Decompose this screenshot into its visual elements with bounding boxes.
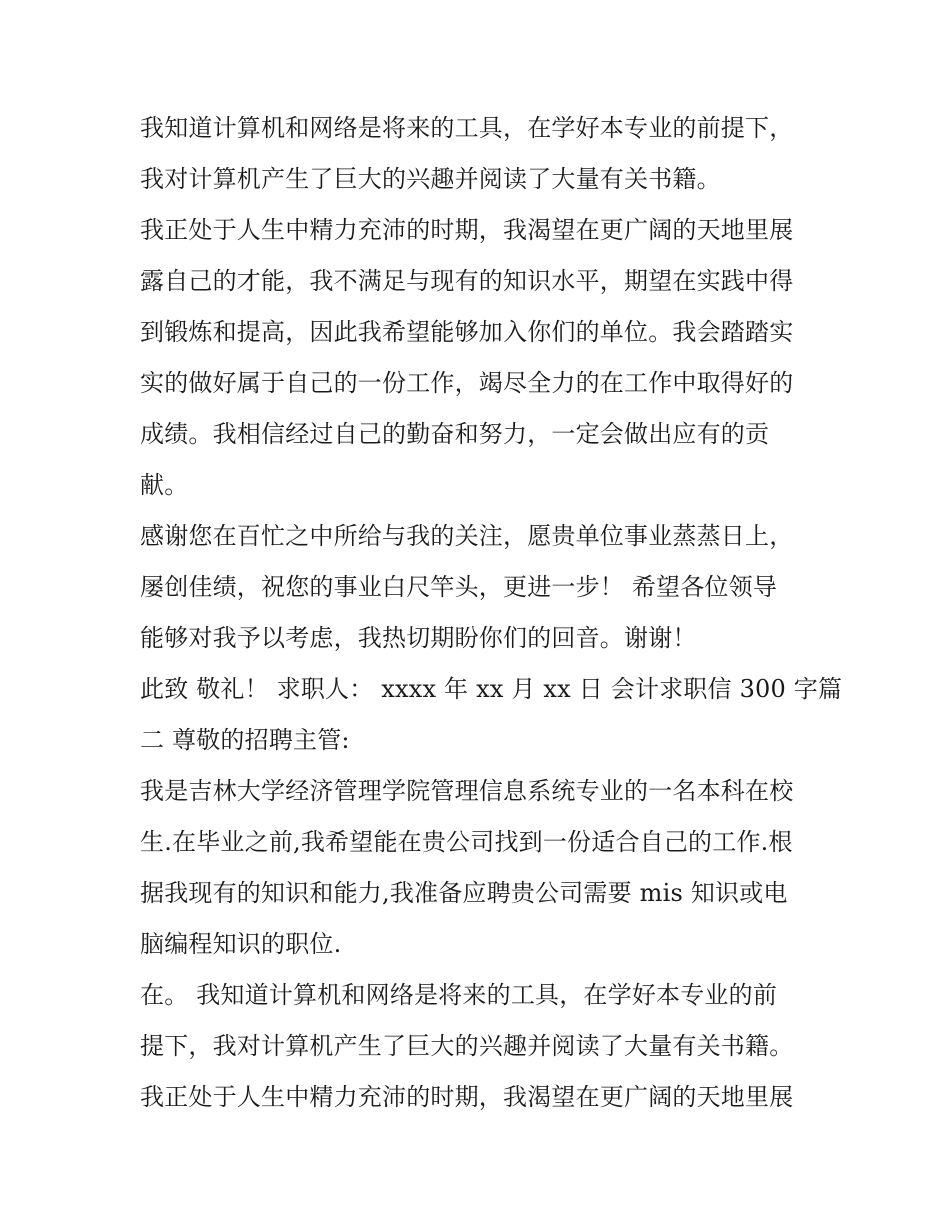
text-line: 露自己的才能，我不满足与现有的知识水平，期望在实践中得: [140, 267, 794, 295]
text-line: 在。 我知道计算机和网络是将来的工具，在学好本专业的前: [140, 981, 778, 1009]
text-line: 我对计算机产生了巨大的兴趣并阅读了大量有关书籍。: [140, 165, 721, 193]
text-line: 屡创佳绩，祝您的事业白尺竿头，更进一步！ 希望各位领导: [140, 573, 778, 601]
text-line: 据我现有的知识和能力,我准备应聘贵公司需要 mis 知识或电: [140, 879, 788, 907]
text-line: 脑编程知识的职位.: [140, 930, 342, 958]
text-line: 我是吉林大学经济管理学院管理信息系统专业的一名本科在校: [140, 777, 794, 805]
text-line: 我正处于人生中精力充沛的时期，我渴望在更广阔的天地里展: [140, 216, 794, 244]
text-line: 提下，我对计算机产生了巨大的兴趣并阅读了大量有关书籍。: [140, 1032, 794, 1060]
text-line: 生.在毕业之前,我希望能在贵公司找到一份适合自己的工作.根: [140, 828, 793, 856]
letter-body: [140, 103, 843, 1123]
text-line: 我正处于人生中精力充沛的时期，我渴望在更广阔的天地里展: [140, 1083, 794, 1111]
text-line: 能够对我予以考虑，我热切期盼你们的回音。谢谢！: [140, 624, 697, 652]
text-line: 到锻炼和提高，因此我希望能够加入你们的单位。我会踏踏实: [140, 318, 794, 346]
text-line: 感谢您在百忙之中所给与我的关注，愿贵单位事业蒸蒸日上，: [140, 522, 794, 550]
text-line: 实的做好属于自己的一份工作，竭尽全力的在工作中取得好的: [140, 369, 794, 397]
text-line: 我知道计算机和网络是将来的工具，在学好本专业的前提下，: [140, 114, 794, 142]
text-line: 献。: [140, 471, 189, 499]
text-line: 二 尊敬的招聘主管:: [140, 726, 350, 754]
text-line: 成绩。我相信经过自己的勤奋和努力，一定会做出应有的贡: [140, 420, 770, 448]
text-line: 此致 敬礼！ 求职人： xxxx 年 xx 月 xx 日 会计求职信 300 字篇: [140, 675, 843, 703]
